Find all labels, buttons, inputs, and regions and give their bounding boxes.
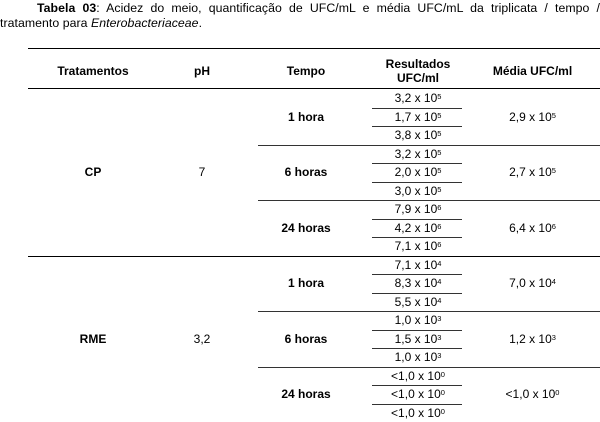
value-mantissa: 4,2 x 10 — [395, 221, 438, 235]
value-mantissa: 8,3 x 10 — [395, 276, 438, 290]
media-cell: 6,4 x 10 $^6$ — [475, 200, 590, 256]
resultado-cell: 3,0 x 10 $^5$ — [370, 182, 466, 201]
media-cell: 2,9 x 10 $^5$ — [475, 89, 590, 145]
caption-italic-term: Enterobacteriaceae — [91, 16, 199, 30]
resultado-cell: 3,2 x 10 $^5$ — [370, 145, 466, 164]
resultado-cell: 1,0 x 10 $^3$ — [370, 348, 466, 367]
resultado-cell: 5,5 x 10 $^4$ — [370, 293, 466, 312]
caption-label: Tabela 03 — [37, 1, 96, 15]
value-mantissa: <1,0 x 10 — [391, 369, 441, 383]
tempo-cell: 1 hora — [258, 256, 354, 312]
resultado-cell: 2,0 x 10 $^5$ — [370, 163, 466, 182]
value-mantissa: 2,7 x 10 — [509, 165, 552, 179]
tempo-cell: 6 horas — [258, 145, 354, 201]
resultado-cell: 1,0 x 10 $^3$ — [370, 311, 466, 330]
value-mantissa: 1,7 x 10 — [395, 110, 438, 124]
resultado-cell: 1,5 x 10 $^3$ — [370, 330, 466, 349]
value-mantissa: <1,0 x 10 — [391, 387, 441, 401]
value-mantissa: 6,4 x 10 — [509, 221, 552, 235]
tratamento-cell: RME — [28, 256, 158, 422]
resultado-cell: 7,1 x 10 $^6$ — [370, 237, 466, 256]
value-mantissa: <1,0 x 10 — [391, 406, 441, 420]
resultado-cell: <1,0 x 10 $^0$ — [370, 367, 466, 386]
header-tempo: Tempo — [258, 52, 354, 90]
value-mantissa: 1,5 x 10 — [395, 332, 438, 346]
value-mantissa: 1,0 x 10 — [395, 350, 438, 364]
header-ph: pH — [158, 52, 246, 90]
value-mantissa: <1,0 x 10 — [506, 387, 556, 401]
value-mantissa: 2,9 x 10 — [509, 110, 552, 124]
header-tratamentos: Tratamentos — [28, 52, 158, 90]
resultado-cell: 4,2 x 10 $^6$ — [370, 219, 466, 238]
header-media: Média UFC/ml — [475, 52, 590, 90]
media-cell: <1,0 x 10 $^0$ — [475, 367, 590, 422]
value-mantissa: 7,0 x 10 — [509, 276, 552, 290]
value-mantissa: 1,0 x 10 — [395, 313, 438, 327]
caption-end: . — [199, 16, 202, 30]
value-mantissa: 5,5 x 10 — [395, 295, 438, 309]
value-mantissa: 3,8 x 10 — [395, 128, 438, 142]
resultado-cell: 7,9 x 10 $^6$ — [370, 200, 466, 219]
media-cell: 1,2 x 10 $^3$ — [475, 311, 590, 367]
header-resultados-line1: Resultados — [386, 57, 451, 71]
media-cell: 2,7 x 10 $^5$ — [475, 145, 590, 201]
resultado-cell: 3,8 x 10 $^5$ — [370, 126, 466, 145]
ph-cell: 7 — [158, 89, 246, 256]
header-resultados — [370, 52, 466, 90]
value-mantissa: 3,2 x 10 — [395, 147, 438, 161]
value-mantissa: 7,9 x 10 — [395, 202, 438, 216]
tempo-cell: 24 horas — [258, 367, 354, 422]
caption-text: : Acidez do meio, quantificação de UFC/mL e média UFC/mL da triplicata / tempo / tratamento para — [0, 1, 600, 30]
header-resultados-line2: UFC/ml — [397, 71, 439, 85]
resultado-cell: 1,7 x 10 $^5$ — [370, 108, 466, 127]
value-mantissa: 3,2 x 10 — [395, 91, 438, 105]
resultado-cell: <1,0 x 10 $^0$ — [370, 385, 466, 404]
tempo-cell: 24 horas — [258, 200, 354, 256]
tratamento-cell: CP — [28, 89, 158, 256]
value-mantissa: 7,1 x 10 — [395, 239, 438, 253]
value-mantissa: 3,0 x 10 — [395, 184, 438, 198]
value-mantissa: 7,1 x 10 — [395, 258, 438, 272]
table-top-rule — [28, 48, 600, 49]
tempo-cell: 1 hora — [258, 89, 354, 145]
resultado-cell: 7,1 x 10 $^4$ — [370, 256, 466, 275]
value-mantissa: 2,0 x 10 — [395, 165, 438, 179]
value-mantissa: 1,2 x 10 — [509, 332, 552, 346]
ph-cell: 3,2 — [158, 256, 246, 422]
resultado-cell: 8,3 x 10 $^4$ — [370, 274, 466, 293]
media-cell: 7,0 x 10 $^4$ — [475, 256, 590, 312]
resultado-cell: <1,0 x 10 $^0$ — [370, 404, 466, 422]
resultado-cell: 3,2 x 10 $^5$ — [370, 89, 466, 108]
tempo-cell: 6 horas — [258, 311, 354, 367]
